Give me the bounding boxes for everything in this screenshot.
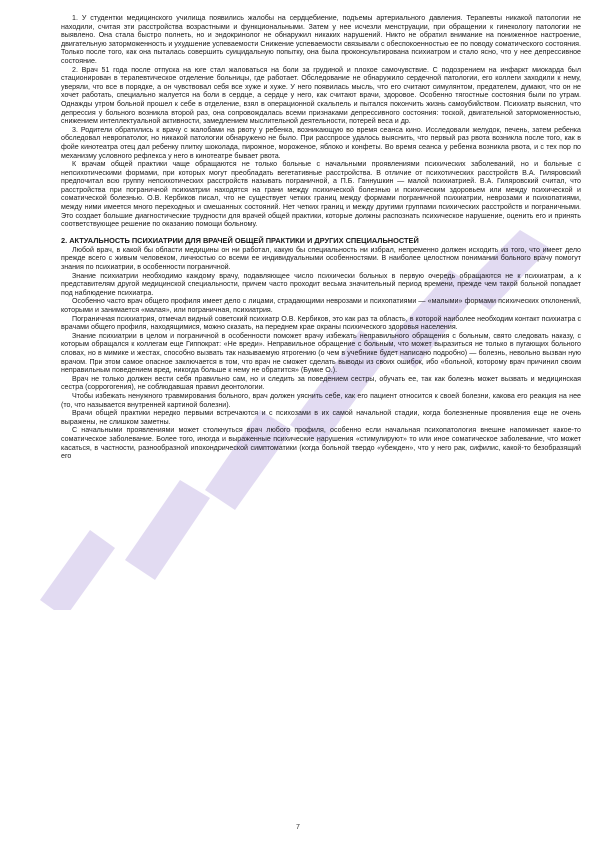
section-heading: 2. АКТУАЛЬНОСТЬ ПСИХИАТРИИ ДЛЯ ВРАЧЕЙ ОБЩЕЙ ПРАКТИКИ И ДРУГИХ СПЕЦИАЛЬНОСТЕЙ xyxy=(61,235,419,245)
paragraph: 3. Родители обратились к врачу с жалобами на рвоту у ребенка, возникающую во время сеанса кино. Исследовали желудок, печень, затем ребенка обследовал невропатолог, но никакой патологии обнаружено не было. При расспросе удалось выяснить, что первый раз рвота возникла после того, как в фойе кинотеатра отец дал ребенку плитку шоколада, пирожное, мороженое, яблоко и конфеты. Во время сеанса у ребенка возникла рвота, и с тех пор по механизму условного рефлекса у него в кинотеатре бывает рвота. xyxy=(61,125,581,160)
paragraph: Знание психиатрии необходимо каждому врачу, подавляющее число психически больных в первую очередь обращаются не к психиатрам, а к представителям другой медицинской специальности, причем часто проходит весьма значительный период времени, прежде чем такой больной попадает под наблюдение психиатра. xyxy=(61,271,581,297)
paragraph: Знание психиатрии в целом и пограничной в особенности поможет врачу избежать неправильного обращения с больным, свято следовать наказу, с которым обращался к коллегам еще Гиппократ: «Не вреди». Неправильное обращение с больным, что может выразиться не только в пугающих больного словах, но в мимике и жестах, способно вызвать так называемую ятрогению (о чем в учебнике будет написано подробно) — болезнь, невольно вызван ную врачом. При этом самое опасное заключается в том, что врач не сможет сделать выводы из своих ошибок, ибо «больной, которому врач причинил своим неправильным поведением вред, никогда больше к нему не обратится» (Бумке О.). xyxy=(61,331,581,375)
paragraph: 2. Врач 51 года после отпуска на юге стал жаловаться на боли за грудиной и плохое самочувствие. С подозрением на инфаркт миокарда был стационирован в терапевтическое отделение больницы, где работает. Обследование не обнаружило сердечной патологии, его коллеги заходили к нему, уверяли, что все в порядке, а он чувствовал себя все хуже и хуже. У него появилась мысль, что его считают симулянтом, предателем, думают, что он не хочет работать, специально жалуется на боли в сердце, а сердце у него, как считают врачи, здоровое. Особенно тягостные состояния были по утрам. Однажды утром больной прошел к себе в отделение, взял в операционной скальпель и пытался покончить жизнь самоубийством. Психиатр выяснил, что депрессия у больного возникла второй раз, она сопровождалась всеми признаками депрессивного состояния: тоской, двигательной заторможенностью, снижением интеллектуальной активности, замедлением мыслительной деятельности, потерей веса и др. xyxy=(61,65,581,126)
paragraph: Врач не только должен вести себя правильно сам, но и следить за поведением сестры, обучать ее, так как болезнь может вызвать и медицинская сестра (соррогогения), не соблюдавшая правил деонтологии. xyxy=(61,374,581,392)
paragraph: Особенно часто врач общего профиля имеет дело с лицами, страдающими неврозами и психопатиями — «малыми» формами психических отклонений, которыми и занимается «малая», или пограничная, психиатрия. xyxy=(61,297,581,314)
paragraph: С начальными проявлениями может столкнуться врач любого профиля, особенно если начальная психопатология внешне напоминает какое-то соматическое заболевание. Более того, иногда и выраженные психические нарушения «стимулируют» то или иное соматическое заболевание, что может касаться, в частности, разнообразной ипохондрической симптоматики (когда больной твердо «убежден», что у него рак, сифилис, какой-то безобразящий его xyxy=(61,426,581,461)
paragraph: Любой врач, в какой бы области медицины он ни работал, какую бы специальность ни избрал, непременно должен исходить из того, что имеет дело прежде всего с живым человеком, личностью со всеми ее индивидуальными особенностями. В наиболее целостном понимании больного врачу помогут знания по психиатрии, в особенности пограничной. xyxy=(61,245,581,272)
paragraph: 1. У студентки медицинского училища появились жалобы на сердцебиение, подъемы артериального давления. Терапевты никакой патологии не находили, считая эти расстройства возрастными и функциональными. Затем у нее исчезли менструации, при обращении к гинекологу патологии не выявлено. Она стала быстро полнеть, но и эндокринолог не обнаружил никаких нарушений. Никто не обратил внимание на пониженное настроение, двигательную заторможенность и ухудшение успеваемости Снижение успеваемости связывали с обеспокоенностью ее по поводу соматического состояния. Только после того, как она пыталась совершить суицидальную попытку, она была проконсультирована психиатром и стало ясно, что у нее депрессивное состояние. xyxy=(61,14,581,65)
document-body xyxy=(61,14,581,461)
page-number: 7 xyxy=(296,824,300,831)
paragraph: Врачи общей практики нередко первыми встречаются и с психозами в их самой начальной стадии, когда болезненные проявления еще не очень выражены, не слишком заметны. xyxy=(61,409,581,426)
paragraph: Чтобы избежать ненужного травмирования больного, врач должен уяснить себе, как его пациент относится к своей болезни, какова его реакция на нее (то, что называется внутренней картиной болезни). xyxy=(61,391,581,409)
paragraph: К врачам общей практики чаще обращаются не только больные с начальными проявлениями психических заболеваний, но и больные с непсихотическими формами, при которых могут преобладать вегетативные расстройства. В отличие от психотических расстройств В.А. Гиляровский предпочитал всю группу непсихотических расстройств называть пограничной, а П.Б. Ганнушкин — малой психиатрией. В.А. Гиляровский считал, что расстройства при пограничной психиатрии находятся на грани между психической болезнью и психическим здоровьем или между психической и соматической болезнью. О.В. Кербиков писал, что не существует четких границ между формами пограничной психиатрии, неврозами и психопатиями, между ними имеется много переходных и смешанных состояний. Нет четких границ и между другими группами психических расстройств и пограничными. Это создает большие диагностические трудности для врачей общей практики, которые должны распознать психическое нарушение, оценить его и принять соответствующее решение по оказанию помощи больному. xyxy=(61,160,581,229)
paragraph: Пограничная психиатрия, отмечал видный советский психиатр О.В. Кербиков, это как раз та область, в которой наиболее необходим контакт психиатра с врачами общего профиля, находящимися, можно сказать, на переднем крае охраны психического здоровья населения. xyxy=(61,314,581,332)
